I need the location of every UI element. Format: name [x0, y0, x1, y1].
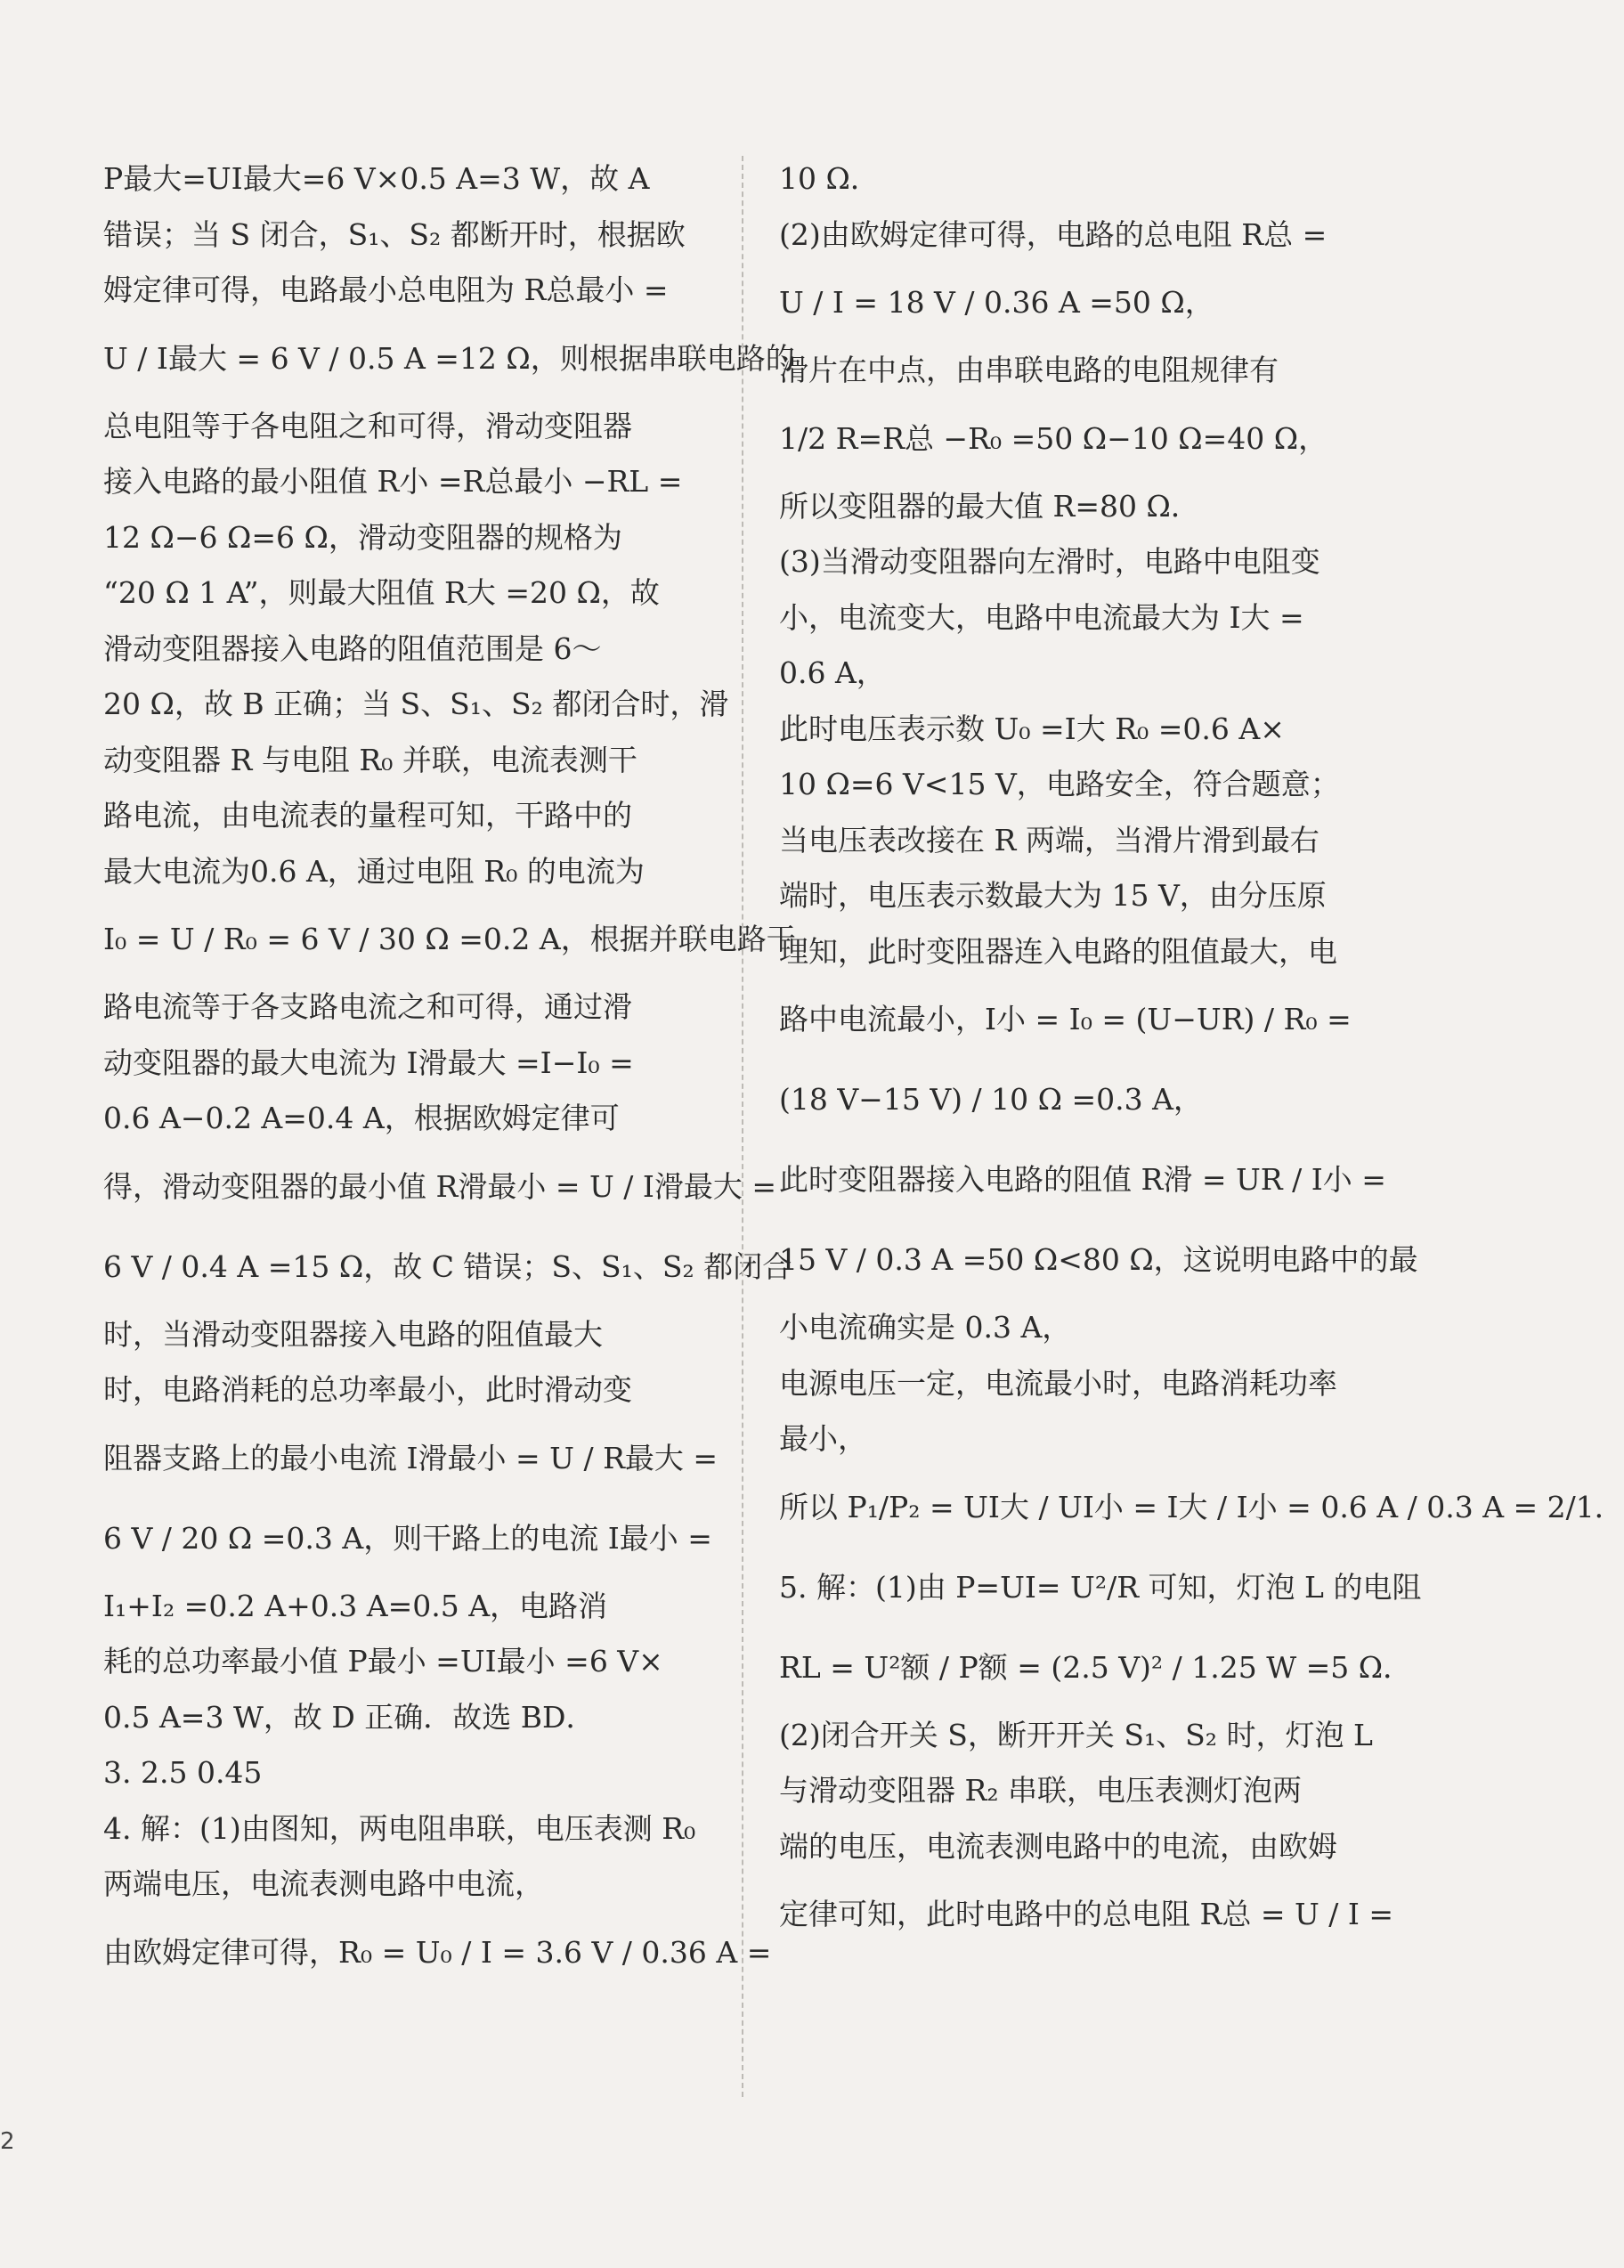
text-line: 理知，此时变阻器连入电路的阻值最大，电 — [779, 933, 1337, 969]
text-line: 0.6 A， — [779, 655, 886, 690]
text-line: I₁+I₂ =0.2 A+0.3 A=0.5 A，电路消 — [103, 1588, 608, 1623]
text-line: 最小， — [779, 1421, 867, 1456]
text-line: 动变阻器的最大电流为 I滑最大 =I−I₀ = — [103, 1045, 634, 1080]
text-line: 路电流等于各支路电流之和可得，通过滑 — [103, 989, 632, 1024]
text-line: 与滑动变阻器 R₂ 串联，电压表测灯泡两 — [779, 1773, 1303, 1808]
text-line: 1/2 R=R总 −R₀ =50 Ω−10 Ω=40 Ω， — [779, 420, 1328, 456]
text-line: RL = U²额 / P额 = (2.5 V)² / 1.25 W =5 Ω． — [779, 1649, 1413, 1685]
text-line: 6 V / 0.4 A =15 Ω，故 C 错误；S、S₁、S₂ 都闭合 — [103, 1248, 792, 1284]
text-line: 定律可知，此时电路中的总电阻 R总 = U / I = — [779, 1897, 1394, 1931]
left-column — [103, 151, 796, 1993]
text-line: 耗的总功率最小值 P最小 =UI最小 =6 V× — [103, 1644, 663, 1679]
text-line: 动变阻器 R 与电阻 R₀ 并联，电流表测干 — [103, 742, 637, 777]
question-3-answer: 3. 2.5 0.45 — [103, 1755, 263, 1790]
page-number: 2 — [0, 2128, 15, 2155]
text-line: 12 Ω−6 Ω=6 Ω，滑动变阻器的规格为 — [103, 519, 622, 555]
text-line: (18 V−15 V) / 10 Ω =0.3 A， — [779, 1082, 1203, 1117]
text-line: 路中电流最小，I小 = I₀ = (U−UR) / R₀ = — [779, 1002, 1352, 1036]
text-line: 小，电流变大，电路中电流最大为 I大 = — [779, 599, 1304, 635]
text-line: 由欧姆定律可得，R₀ = U₀ / I = 3.6 V / 0.36 A = — [103, 1934, 772, 1970]
text-line: 端时，电压表示数最大为 15 V，由分压原 — [779, 878, 1327, 913]
text-line: (3)当滑动变阻器向左滑时，电路中电阻变 — [779, 544, 1320, 579]
text-line: 时，当滑动变阻器接入电路的阻值最大 — [103, 1316, 603, 1352]
text-line: 10 Ω=6 V<15 V，电路安全，符合题意； — [779, 767, 1340, 801]
text-line: 0.5 A=3 W，故 D 正确．故选 BD． — [103, 1699, 596, 1735]
text-line: 接入电路的最小阻值 R小 =R总最小 −RL = — [103, 464, 683, 499]
text-line: 15 V / 0.3 A =50 Ω<80 Ω，这说明电路中的最 — [779, 1242, 1418, 1277]
question-4-start: 4. 解：(1)由图知，两电阻串联，电压表测 R₀ — [103, 1810, 696, 1846]
text-line: 所以 P₁/P₂ = UI大 / UI小 = I大 / I小 = 0.6 A / 0.3 A = 2/1． — [779, 1489, 1624, 1524]
text-line: 得，滑动变阻器的最小值 R滑最小 = U / I滑最大 = — [103, 1168, 777, 1204]
text-line: 错误；当 S 闭合，S₁、S₂ 都断开时，根据欧 — [103, 216, 686, 252]
right-column — [779, 151, 1624, 1955]
text-line: P最大=UI最大=6 V×0.5 A=3 W，故 A — [103, 161, 650, 196]
text-line: 20 Ω，故 B 正确；当 S、S₁、S₂ 都闭合时，滑 — [103, 687, 729, 721]
text-line: 6 V / 20 Ω =0.3 A，则干路上的电流 I最小 = — [103, 1520, 712, 1556]
text-line: 两端电压，电流表测电路中电流， — [103, 1866, 544, 1901]
text-line: 最大电流为0.6 A，通过电阻 R₀ 的电流为 — [103, 853, 645, 889]
text-line: (2)闭合开关 S，断开开关 S₁、S₂ 时，灯泡 L — [779, 1717, 1373, 1752]
text-line: 10 Ω． — [779, 161, 880, 196]
text-line: 小电流确实是 0.3 A， — [779, 1310, 1072, 1345]
text-line: 端的电压，电流表测电路中的电流，由欧姆 — [779, 1828, 1337, 1864]
text-line: 姆定律可得，电路最小总电阻为 R总最小 = — [103, 272, 669, 307]
text-line: U / I最大 = 6 V / 0.5 A =12 Ω，则根据串联电路的 — [103, 340, 795, 376]
text-line: 时，电路消耗的总功率最小，此时滑动变 — [103, 1372, 632, 1407]
text-line: U / I = 18 V / 0.36 A =50 Ω， — [779, 285, 1214, 320]
text-line: 所以变阻器的最大值 R=80 Ω． — [779, 488, 1200, 524]
text-line: 滑片在中点，由串联电路的电阻规律有 — [779, 353, 1279, 387]
text-line: 总电阻等于各电阻之和可得，滑动变阻器 — [103, 408, 632, 443]
column-divider — [742, 156, 743, 2097]
text-line: 0.6 A−0.2 A=0.4 A，根据欧姆定律可 — [103, 1101, 620, 1135]
text-line: 滑动变阻器接入电路的阻值范围是 6～ — [103, 630, 602, 666]
text-line: 当电压表改接在 R 两端，当滑片滑到最右 — [779, 822, 1320, 858]
text-line: 电源电压一定，电流最小时，电路消耗功率 — [779, 1365, 1337, 1401]
text-line: (2)由欧姆定律可得，电路的总电阻 R总 = — [779, 216, 1328, 252]
question-5-start: 5. 解：(1)由 P=UI= U²/R 可知，灯泡 L 的电阻 — [779, 1569, 1422, 1605]
text-line: “20 Ω 1 A”，则最大阻值 R大 =20 Ω，故 — [103, 575, 660, 610]
text-line: 阻器支路上的最小电流 I滑最小 = U / R最大 = — [103, 1440, 719, 1475]
text-line: 此时电压表示数 U₀ =I大 R₀ =0.6 A× — [779, 711, 1285, 746]
text-line: 此时变阻器接入电路的阻值 R滑 = UR / I小 = — [779, 1162, 1386, 1197]
text-line: 路电流，由电流表的量程可知，干路中的 — [103, 798, 632, 833]
text-line: I₀ = U / R₀ = 6 V / 30 Ω =0.2 A，根据并联电路干 — [103, 922, 796, 956]
